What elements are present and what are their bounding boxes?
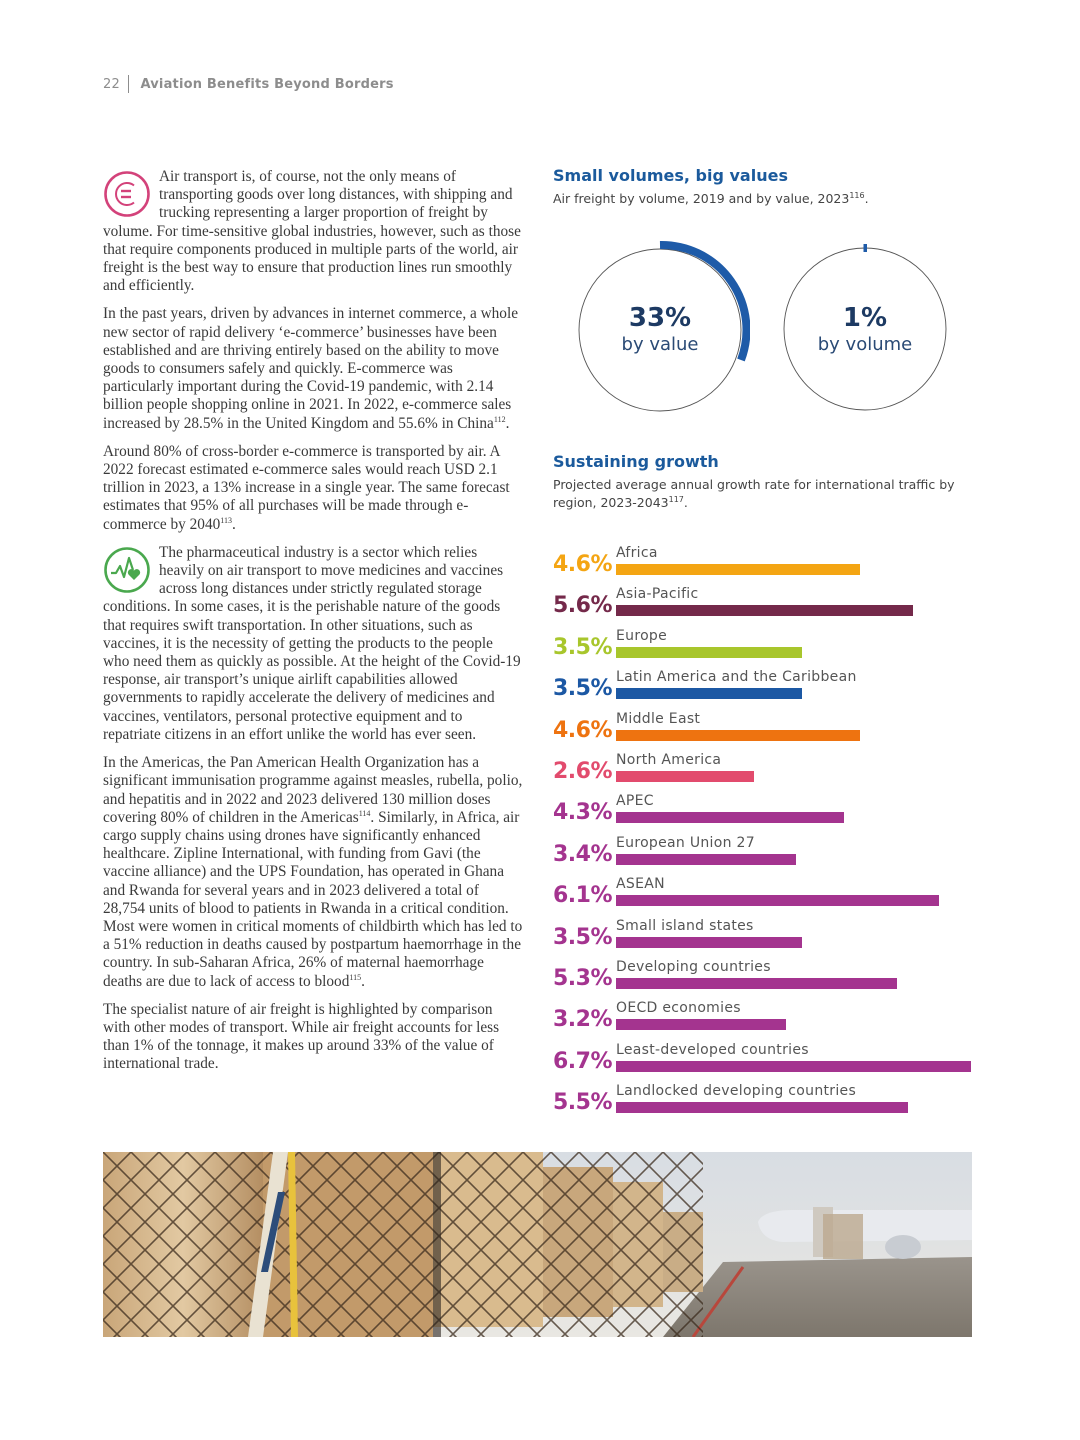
bar-row (553, 875, 983, 916)
footnote-ref[interactable]: 116 (849, 190, 865, 200)
bar-label: APEC (616, 793, 654, 810)
bar-fill (616, 647, 802, 658)
footnote-ref[interactable]: 112 (493, 414, 506, 424)
bar-value: 6.7% (553, 1048, 613, 1074)
bar-label: Europe (616, 627, 668, 644)
sustaining-growth-section (553, 452, 983, 512)
body-text-column (103, 168, 523, 1084)
section-subtitle: Air freight by volume, 2019 and by value, 2023$^{116}$. (553, 190, 869, 206)
bar-value: 4.6% (553, 552, 613, 577)
growth-bar-chart (553, 544, 983, 1123)
bar-fill (616, 937, 802, 948)
economy-icon (103, 170, 151, 218)
cargo-photo (103, 1152, 972, 1337)
bar-row (553, 627, 983, 668)
bar-row (553, 999, 983, 1040)
bar-fill (616, 688, 802, 699)
bar-fill (616, 854, 796, 865)
bar-label: Developing countries (616, 958, 771, 975)
bar-fill (616, 895, 939, 906)
bar-value: 3.5% (553, 634, 613, 660)
donut-value: 1% (842, 303, 888, 333)
bar-row (553, 710, 983, 751)
header-divider (128, 75, 130, 93)
bar-value: 3.5% (553, 676, 613, 702)
footnote-ref[interactable]: 114 (358, 808, 371, 818)
bar-fill (616, 812, 844, 823)
bar-label: ASEAN (616, 876, 665, 893)
bar-label: Africa (616, 545, 658, 561)
donut-label: by volume (817, 334, 913, 355)
bar-fill (616, 771, 754, 782)
donut-label: by value (621, 334, 699, 355)
bar-label: European Union 27 (616, 834, 755, 851)
bar-label: North America (616, 751, 722, 768)
bar-label: Least-developed countries (616, 1041, 809, 1058)
bar-row (553, 751, 983, 792)
air-cargo-image (103, 1152, 972, 1337)
bar-value: 4.3% (553, 800, 613, 826)
bar-label: Middle East (616, 710, 701, 727)
bar-value: 4.6% (553, 717, 613, 743)
small-volumes-section (553, 166, 973, 208)
footnote-ref[interactable]: 115 (349, 972, 362, 982)
page-number: 22 (103, 76, 120, 92)
bar-value: 5.3% (553, 965, 613, 991)
bar-value: 5.6% (553, 593, 613, 619)
bar-value: 3.2% (553, 1007, 613, 1033)
bar-row (553, 1041, 983, 1082)
bar-row (553, 958, 983, 999)
paragraph-specialist: The specialist nature of air freight is highlighted by comparison with other modes of transport. While air freight accounts for less than 1% of the tonnage, it makes up around 33% of the value of international trade. (103, 1000, 500, 1073)
bar-row (553, 544, 983, 585)
donut-by-value (570, 235, 750, 415)
bar-fill (616, 978, 897, 989)
bar-fill (616, 564, 860, 575)
document-title: Aviation Benefits Beyond Borders (140, 76, 394, 92)
donut-value: 33% (628, 303, 692, 333)
paragraph-pharma: The pharmaceutical industry is a sector which relies heavily on air transport to move medicines and vaccines across long distances under strictly regulated storage conditions. In some cases, it is the perishable nature of the goods that requires swift transportation. In other situations, such as vaccines, it is the necessity of getting the products to the people who need them as quickly as possible. At the height of the Covid-19 response, air transport’s unique airlift capabilities allowed governments to rapidly accelerate the delivery of medicines and vaccines, ventilators, personal protective equipment and to repatriate citizens in an effort unlike the world has ever seen. (103, 543, 521, 743)
paragraph-cross-border: Around 80% of cross-border e-commerce is transported by air. A 2022 forecast estimated e-commerce sales would reach USD 2.1 trillion in 2023, a 13% increase in a single year. The same forecast estimates that 95% of all purchases will be made through e-commerce by 2040$^{113}$. (103, 442, 510, 533)
bar-row (553, 668, 983, 709)
section-title: Small volumes, big values (553, 166, 788, 185)
bar-row (553, 585, 983, 626)
paragraph-freight: Air transport is, of course, not the only means of transporting goods over long distances, with shipping and trucking representing a larger proportion of freight by volume. For time-sensitive global industries, however, such as those that require components produced in multiple parts of the world, air freight is the best way to ensure that production lines run smoothly and efficiently. (103, 168, 521, 295)
footnote-ref[interactable]: 117 (668, 494, 684, 504)
section-title: Sustaining growth (553, 452, 719, 471)
bar-fill (616, 605, 913, 616)
bar-row (553, 917, 983, 958)
bar-fill (616, 1102, 908, 1113)
donut-by-volume (775, 235, 955, 415)
bar-value: 6.1% (553, 883, 613, 909)
bar-value: 2.6% (553, 758, 613, 784)
bar-value: 3.5% (553, 924, 613, 950)
bar-fill (616, 730, 860, 741)
paragraph-ecommerce: In the past years, driven by advances in internet commerce, a whole new sector of rapid delivery ‘e-commerce’ businesses have been established and are thriving entirely based on the ability to move goods to consumers safely and quickly. E-commerce was particularly important during the Covid-19 pandemic, with 2.14 billion people shopping online in 2021. In 2022, e-commerce sales increased by 28.5% in the United Kingdom and 55.6% in China$^{112}$. (103, 305, 518, 432)
paragraph-americas: In the Americas, the Pan American Health Organization has a significant immunisation programme against measles, rubella, polio, and hepatitis and in 2022 and 2023 delivered 130 million doses covering 80% of children in the Americas$^{114}$. Similarly, in Africa, air cargo supply chains using drones have significantly enhanced healthcare. Zipline International, with funding from Gavi (the vaccine alliance) and the UPS Foundation, has operated in Ghana and Rwanda for several years and in 2023 delivered a total of 28,754 units of blood to patients in Rwanda in a critical condition. Most were women in critical moments of childbirth which has led to a 51% reduction in deaths caused by postpartum haemorrhage in the country. In sub-Saharan Africa, 26% of maternal haemorrhage deaths are due to lack of access to blood$^{115}$. (103, 754, 523, 990)
donut-charts (553, 235, 973, 420)
bar-fill (616, 1019, 786, 1030)
bar-label: Asia-Pacific (616, 586, 699, 603)
health-heartbeat-icon (103, 546, 151, 594)
footnote-ref[interactable]: 113 (220, 515, 232, 525)
bar-value: 3.4% (553, 841, 613, 867)
bar-row (553, 834, 983, 875)
bar-label: OECD economies (616, 1000, 741, 1017)
section-subtitle: Projected average annual growth rate for international traffic by region, 2023-2043$^{117}$. (553, 477, 955, 510)
bar-label: Latin America and the Caribbean (616, 669, 857, 686)
bar-row (553, 1082, 983, 1123)
bar-label: Landlocked developing countries (616, 1083, 857, 1100)
bar-row (553, 792, 983, 833)
bar-value: 5.5% (553, 1090, 613, 1116)
page-header (103, 74, 394, 94)
bar-fill (616, 1061, 971, 1072)
bar-label: Small island states (616, 917, 754, 934)
